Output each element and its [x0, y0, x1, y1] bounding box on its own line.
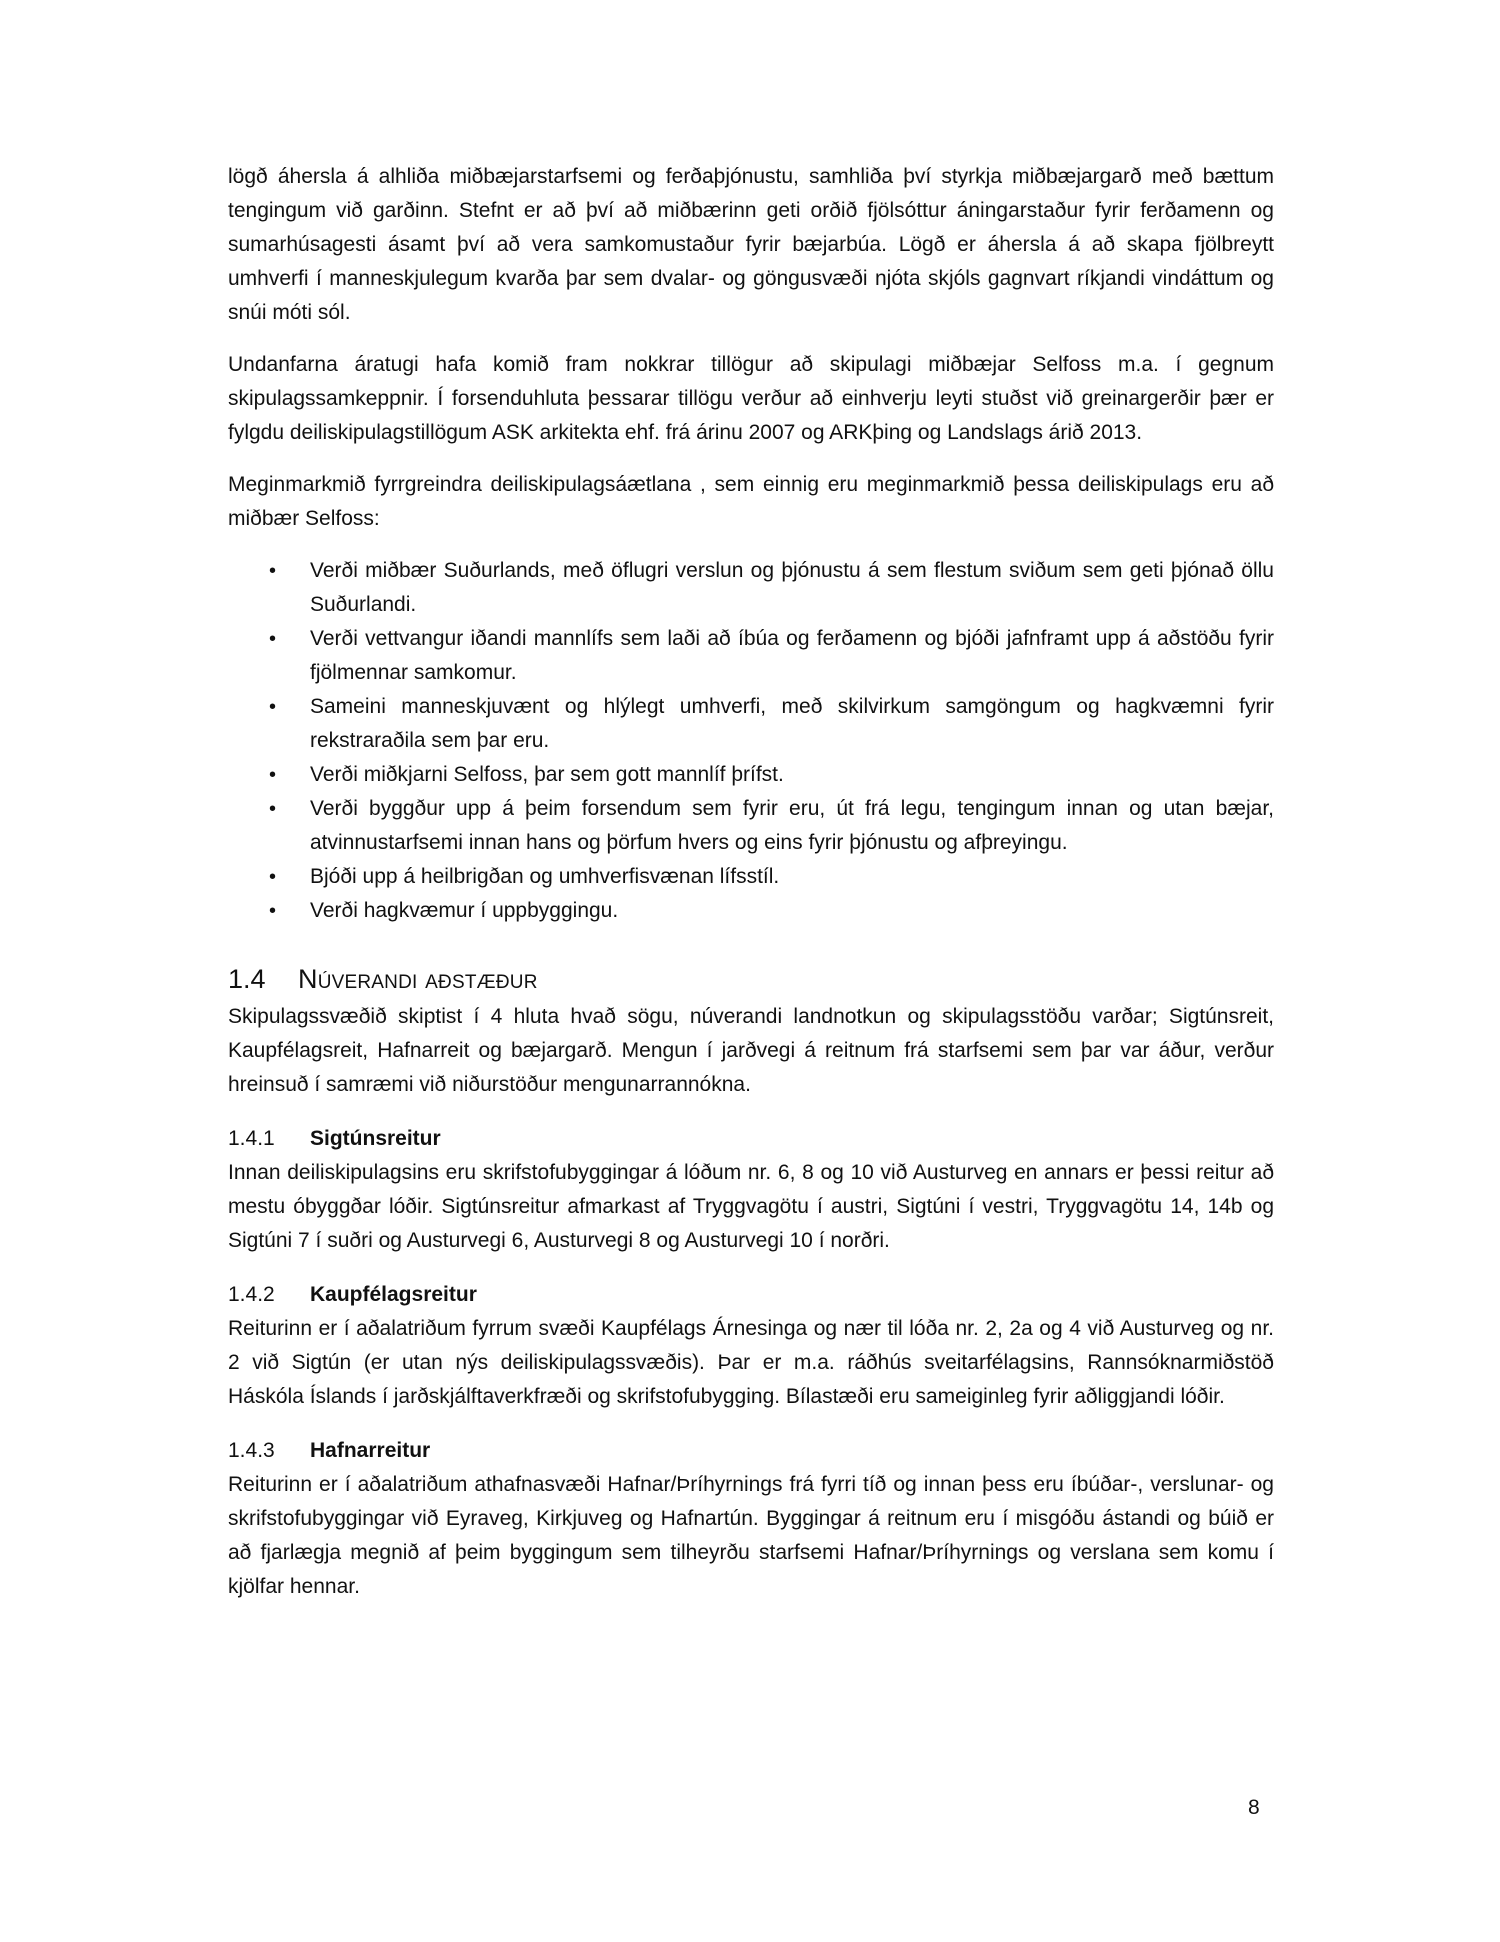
- bullet-icon: •: [269, 764, 277, 786]
- list-item: [228, 690, 1274, 758]
- subsection-heading: [228, 1122, 1274, 1156]
- list-item: [228, 622, 1274, 690]
- subsection-heading: [228, 1278, 1274, 1312]
- goals-list: [228, 554, 1274, 928]
- list-item-text: Bjóði upp á heilbrigðan og umhverfisvænan lífsstíl.: [310, 865, 780, 888]
- bullet-icon: •: [269, 696, 277, 718]
- section-heading: [228, 958, 1274, 1000]
- list-item-text: Verði miðbær Suðurlands, með öflugri verslun og þjónustu á sem flestum sviðum sem geti þjónað öllu Suðurlandi.: [310, 559, 1274, 616]
- paragraph-intro: lögð áhersla á alhliða miðbæjarstarfsemi og ferðaþjónustu, samhliða því styrkja miðbæjargarð með bættum tengingum við garðinn. Stefnt er að því að miðbærinn geti orðið fjölsóttur áningarstaður fyrir ferðamenn og sumarhúsagesti ásamt því að vera samkomustaður fyrir bæjarbúa. Lögð er áhersla á að skapa fjölbreytt umhverfi í manneskjulegum kvarða þar sem dvalar- og göngusvæði njóta skjóls gagnvart ríkjandi vindáttum og snúi móti sól.: [228, 165, 1274, 324]
- list-item: [228, 554, 1274, 622]
- bullet-icon: •: [269, 628, 277, 650]
- document-page: [228, 160, 1274, 1604]
- list-item-text: Sameini manneskjuvænt og hlýlegt umhverfi, með skilvirkum samgöngum og hagkvæmni fyrir rekstraraðila sem þar eru.: [310, 695, 1274, 752]
- list-item: [228, 894, 1274, 928]
- paragraph-history: Undanfarna áratugi hafa komið fram nokkrar tillögur að skipulagi miðbæjar Selfoss m.a. í gegnum skipulagssamkeppnir. Í forsenduhluta þessarar tillögu verður að einhverju leyti stuðst við greinargerðir þær er fylgdu deiliskipulagstillögum ASK arkitekta ehf. frá árinu 2007 og ARKþing og Landslags árið 2013.: [228, 353, 1274, 444]
- subsection-text: Reiturinn er í aðalatriðum athafnasvæði Hafnar/Þríhyrnings frá fyrri tíð og innan þess eru íbúðar-, verslunar- og skrifstofubyggingar við Eyraveg, Kirkjuveg og Hafnartún. Byggingar á reitnum eru í misgóðu ástandi og búið er að fjarlægja megnið af þeim byggingum sem tilheyrðu starfsemi Hafnar/Þríhyrnings og verslana sem komu í kjölfar hennar.: [228, 1473, 1274, 1598]
- paragraph-goals: Meginmarkmið fyrrgreindra deiliskipulagsáætlana , sem einnig eru meginmarkmið þessa deiliskipulags eru að miðbær Selfoss:: [228, 473, 1274, 530]
- subsection-number: 1.4.2: [228, 1283, 275, 1306]
- subsection-number: 1.4.1: [228, 1127, 275, 1150]
- list-item-text: Verði hagkvæmur í uppbyggingu.: [310, 899, 619, 922]
- section-number: 1.4: [228, 964, 266, 994]
- list-item-text: Verði vettvangur iðandi mannlífs sem laði að íbúa og ferðamenn og bjóði jafnframt upp á aðstöðu fyrir fjölmennar samkomur.: [310, 627, 1274, 684]
- page-number: 8: [1248, 1796, 1260, 1819]
- list-item-text: Verði byggður upp á þeim forsendum sem fyrir eru, út frá legu, tengingum innan og utan bæjar, atvinnustarfsemi innan hans og þörfum hvers og eins fyrir þjónustu og afþreyingu.: [310, 797, 1274, 854]
- bullet-icon: •: [269, 900, 277, 922]
- subsection-text: Reiturinn er í aðalatriðum fyrrum svæði Kaupfélags Árnesinga og nær til lóða nr. 2, 2a og 4 við Austurveg og nr. 2 við Sigtún (er utan nýs deiliskipulagssvæðis). Þar er m.a. ráðhús sveitarfélagsins, Rannsóknarmiðstöð Háskóla Íslands í jarðskjálftaverkfræði og skrifstofubygging. Bílastæði eru sameiginleg fyrir aðliggjandi lóðir.: [228, 1317, 1274, 1408]
- list-item: [228, 860, 1274, 894]
- subsection-number: 1.4.3: [228, 1439, 275, 1462]
- section-title: Núverandi aðstæður: [298, 964, 538, 994]
- bullet-icon: •: [269, 866, 277, 888]
- subsection-text: Innan deiliskipulagsins eru skrifstofubyggingar á lóðum nr. 6, 8 og 10 við Austurveg en annars er þessi reitur að mestu óbyggðar lóðir. Sigtúnsreitur afmarkast af Tryggvagötu í austri, Sigtúni í vestri, Tryggvagötu 14, 14b og Sigtúni 7 í suðri og Austurvegi 6, Austurvegi 8 og Austurvegi 10 í norðri.: [228, 1161, 1274, 1252]
- bullet-icon: •: [269, 798, 277, 820]
- subsection-title: Hafnarreitur: [310, 1439, 431, 1462]
- list-item: [228, 758, 1274, 792]
- list-item-text: Verði miðkjarni Selfoss, þar sem gott mannlíf þrífst.: [310, 763, 784, 786]
- subsection-heading: [228, 1434, 1274, 1468]
- bullet-icon: •: [269, 560, 277, 582]
- section-intro: Skipulagssvæðið skiptist í 4 hluta hvað sögu, núverandi landnotkun og skipulagsstöðu varðar; Sigtúnsreit, Kaupfélagsreit, Hafnarreit og bæjargarð. Mengun í jarðvegi á reitnum frá starfsemi sem þar var áður, verður hreinsuð í samræmi við niðurstöður mengunarrannókna.: [228, 1005, 1274, 1096]
- list-item: [228, 792, 1274, 860]
- subsection-title: Sigtúnsreitur: [310, 1127, 441, 1150]
- subsection-title: Kaupfélagsreitur: [310, 1283, 477, 1306]
